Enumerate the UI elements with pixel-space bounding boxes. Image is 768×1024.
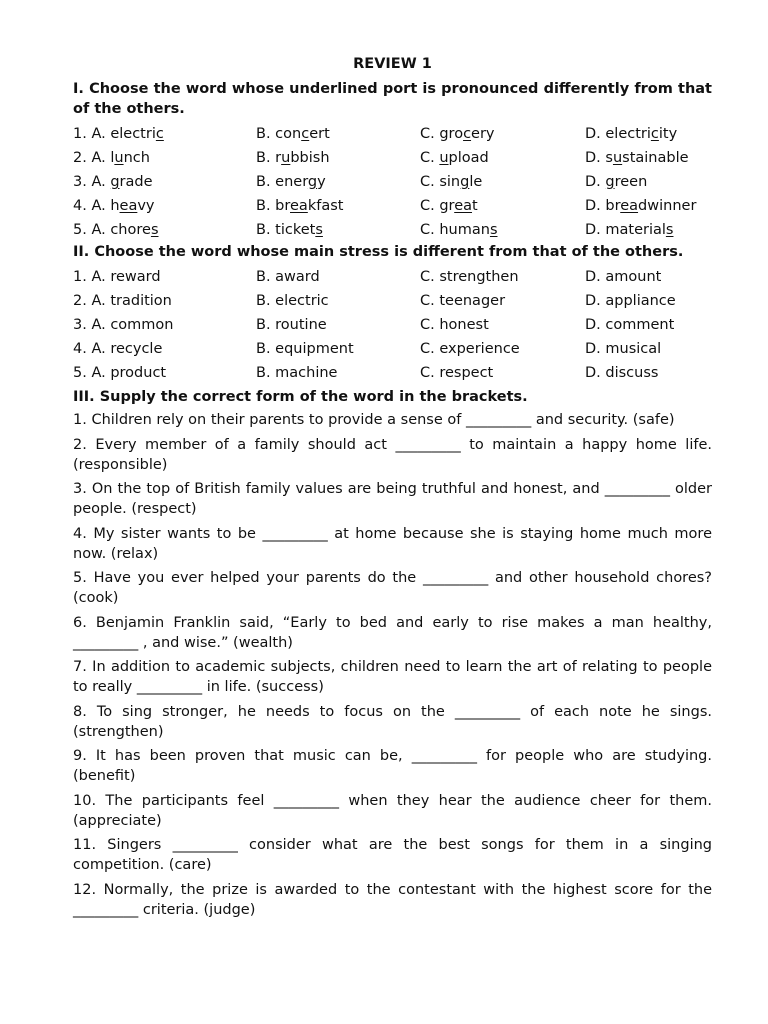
- option-cell: [256, 124, 420, 144]
- option-text: B. r: [256, 150, 282, 166]
- option-cell: [585, 148, 712, 168]
- option-cell: B. equipment: [256, 341, 354, 357]
- question: 8. To sing stronger, he needs to focus on the _________ of each note he sings. (strengthen): [73, 703, 712, 740]
- option-cell: [73, 220, 256, 240]
- option-text: rade: [119, 174, 153, 190]
- option-text: kfast: [307, 198, 344, 214]
- question: 10. The participants feel _________ when they hear the audience cheer for them. (appreciate): [73, 792, 712, 829]
- option-cell: B. award: [256, 269, 320, 285]
- underlined-part: c: [463, 126, 472, 142]
- option-text: y: [317, 174, 326, 190]
- section-1-heading: I. Choose the word whose underlined port is pronounced differently from that of the others.: [73, 81, 712, 117]
- option-cell: C. strengthen: [420, 269, 519, 285]
- option-text: nch: [123, 150, 150, 166]
- underlined-part: c: [155, 126, 164, 142]
- option-cell: C. respect: [420, 365, 494, 381]
- option-cell: 1. A. reward: [73, 269, 161, 285]
- option-row: [73, 361, 712, 385]
- question: 1. Children rely on their parents to provide a sense of _________ and security. (safe): [73, 412, 675, 428]
- underlined-part: g: [307, 174, 318, 190]
- option-text: ert: [309, 126, 330, 142]
- option-text: D. br: [585, 198, 621, 214]
- option-text: ity: [658, 126, 678, 142]
- option-text: 3. A.: [73, 174, 111, 190]
- underlined-part: u: [439, 150, 449, 166]
- option-cell: B. machine: [256, 365, 338, 381]
- section-1-options: [73, 122, 712, 242]
- option-cell: D. discuss: [585, 365, 659, 381]
- underlined-part: ea: [620, 198, 639, 214]
- option-cell: [420, 124, 585, 144]
- underlined-part: ea: [454, 198, 473, 214]
- option-cell: [585, 196, 712, 216]
- option-cell: [420, 172, 585, 192]
- option-text: B. ener: [256, 174, 308, 190]
- option-cell: [256, 220, 420, 240]
- option-cell: D. amount: [585, 269, 662, 285]
- underlined-part: u: [612, 150, 623, 166]
- option-cell: C. honest: [420, 317, 489, 333]
- option-text: C. human: [420, 222, 490, 238]
- option-cell: [256, 148, 420, 168]
- underlined-part: g: [460, 174, 470, 190]
- option-text: vy: [137, 198, 155, 214]
- option-text: 4. A. h: [73, 198, 120, 214]
- option-cell: B. electric: [256, 293, 329, 309]
- option-row: [73, 313, 712, 337]
- option-cell: [73, 124, 256, 144]
- option-text: 2. A. l: [73, 150, 115, 166]
- option-cell: [256, 196, 420, 216]
- underlined-part: u: [281, 150, 291, 166]
- page-title: REVIEW 1: [353, 56, 432, 72]
- option-cell: 2. A. tradition: [73, 293, 172, 309]
- option-row: [73, 194, 712, 218]
- option-cell: [256, 172, 420, 192]
- question: 2. Every member of a family should act _________ to maintain a happy home life. (responsible): [73, 436, 712, 473]
- option-text: C.: [420, 150, 440, 166]
- option-text: pload: [448, 150, 489, 166]
- option-cell: [73, 172, 256, 192]
- question: 3. On the top of British family values are being truthful and honest, and _________ older people. (respect): [73, 481, 712, 517]
- section-2-options: [73, 265, 712, 385]
- underlined-part: c: [301, 126, 310, 142]
- question: 4. My sister wants to be _________ at home because she is staying home much more now. (relax): [73, 525, 712, 562]
- option-text: C. sin: [420, 174, 461, 190]
- section-2-heading: II. Choose the word whose main stress is different from that of the others.: [73, 244, 684, 260]
- option-cell: D. appliance: [585, 293, 676, 309]
- question: 7. In addition to academic subjects, children need to learn the art of relating to people to really _________ in life. (success): [73, 659, 712, 695]
- option-text: B. ticket: [256, 222, 316, 238]
- option-cell: [585, 124, 712, 144]
- option-cell: [585, 220, 712, 240]
- underlined-part: ea: [119, 198, 138, 214]
- question: 9. It has been proven that music can be, _________ for people who are studying. (benefit): [73, 748, 712, 784]
- option-text: ery: [471, 126, 495, 142]
- option-cell: [420, 148, 585, 168]
- option-text: reen: [614, 174, 648, 190]
- question: 6. Benjamin Franklin said, “Early to bed and early to rise makes a man healthy, _________ , and wise.” (wealth): [73, 614, 712, 651]
- option-text: C. gro: [420, 126, 464, 142]
- option-cell: C. teenager: [420, 293, 506, 309]
- option-cell: [73, 196, 256, 216]
- underlined-part: s: [315, 222, 323, 238]
- option-row: [73, 146, 712, 170]
- section-3-heading: III. Supply the correct form of the word in the brackets.: [73, 389, 528, 405]
- option-cell: [420, 220, 585, 240]
- section-3-questions: [73, 410, 712, 920]
- option-cell: [585, 172, 712, 192]
- option-text: stainable: [622, 150, 689, 166]
- underlined-part: s: [150, 222, 159, 238]
- option-cell: 4. A. recycle: [73, 341, 163, 357]
- option-text: D. material: [585, 222, 666, 238]
- option-text: 1. A. electri: [73, 126, 156, 142]
- option-cell: B. routine: [256, 317, 327, 333]
- option-cell: D. musical: [585, 341, 662, 357]
- option-cell: D. comment: [585, 317, 675, 333]
- option-text: B. con: [256, 126, 302, 142]
- option-row: [73, 218, 712, 242]
- option-row: [73, 170, 712, 194]
- option-text: t: [472, 198, 478, 214]
- option-cell: [73, 148, 256, 168]
- option-row: [73, 122, 712, 146]
- underlined-part: s: [665, 222, 674, 238]
- underlined-part: g: [605, 174, 615, 190]
- option-cell: [420, 196, 585, 216]
- option-text: C. gr: [420, 198, 455, 214]
- underlined-part: u: [114, 150, 124, 166]
- option-text: dwinner: [638, 198, 697, 214]
- option-cell: 3. A. common: [73, 317, 174, 333]
- option-row: [73, 337, 712, 361]
- option-text: bbish: [290, 150, 330, 166]
- option-cell: 5. A. product: [73, 365, 167, 381]
- option-row: [73, 289, 712, 313]
- option-text: 5. A. chore: [73, 222, 151, 238]
- option-text: le: [469, 174, 483, 190]
- underlined-part: c: [650, 126, 659, 142]
- option-text: D. s: [585, 150, 613, 166]
- question: 5. Have you ever helped your parents do the _________ and other household chores? (cook): [73, 570, 712, 606]
- option-text: D. electri: [585, 126, 651, 142]
- underlined-part: g: [110, 174, 120, 190]
- option-text: B. br: [256, 198, 291, 214]
- underlined-part: ea: [290, 198, 308, 214]
- question: 12. Normally, the prize is awarded to the contestant with the highest score for the _________ criteria. (judge): [73, 881, 712, 918]
- option-cell: C. experience: [420, 341, 520, 357]
- option-row: [73, 265, 712, 289]
- option-text: D.: [585, 174, 606, 190]
- question: 11. Singers _________ consider what are the best songs for them in a singing competition. (care): [73, 837, 712, 873]
- underlined-part: s: [489, 222, 498, 238]
